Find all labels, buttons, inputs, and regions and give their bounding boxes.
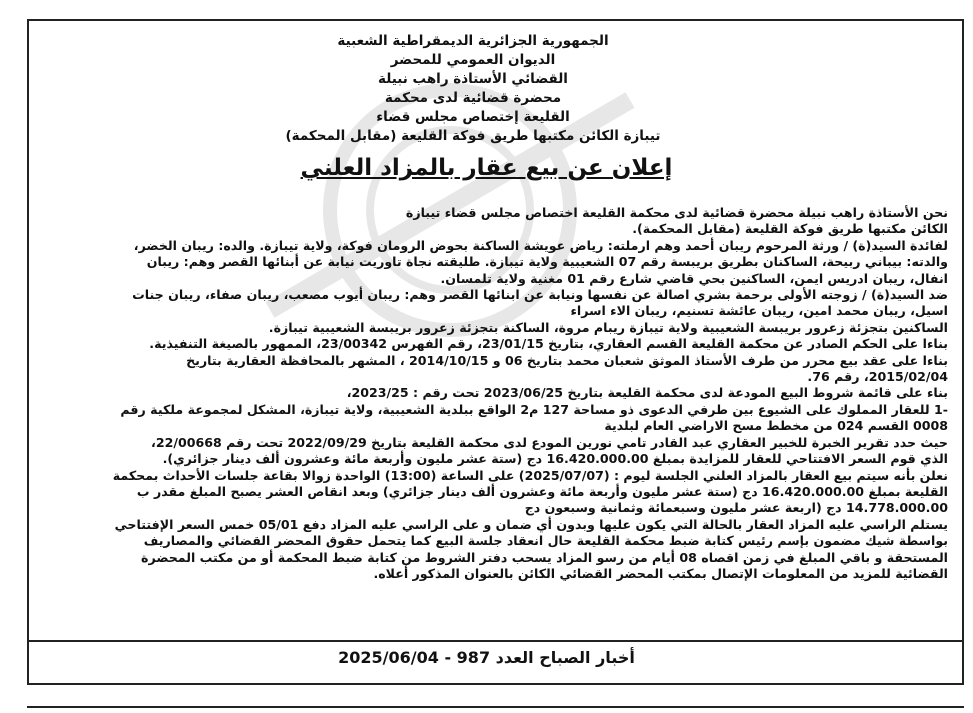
bottom-divider: [27, 706, 964, 708]
body-line: الساكنين بتجزئة زعرور بريبسة الشعيبية ولاية تيبازة ريبام مروة، الساكنة بتجزئة زعرور بريبسة الشعيبية تيبازة.: [268, 319, 948, 335]
body-line: القضائية للمزيد من المعلومات الإتصال بمكتب المحضر القضائي الكائن بالعنوان المذكور أعلاه.: [373, 565, 948, 581]
body-line: حيث حدد تقرير الخبرة للخبير العقاري عبد القادر تامي نورين المودع لدى محكمة القليعة بتاريخ 2022/09/29 تحت رقم 22/00668،: [151, 434, 948, 450]
publication-footer: أخبار الصباح العدد 987 - 2025/06/04: [338, 648, 635, 667]
body-line: انفال، ريبان ادريس ايمن، الساكنين بحي قاضي شارع رقم 01 مغنية ولاية تلمسان.: [440, 270, 948, 286]
body-line: بواسطة شيك مضمون بإسم رئيس كتابة ضبط محكمة القليعة حال انعقاد جلسة البيع كما يتحمل حقوق المحضر القضائي والمصاريف: [143, 533, 948, 549]
notice-title: إعلان عن بيع عقار بالمزاد العلني: [300, 155, 673, 181]
body-line: الذي قوم السعر الافتتاحي للعقار للمزايدة بمبلغ 16.420.000.00 دج (ستة عشر مليون وأربعة مائة وعشرون ألف دينار جزائري).: [162, 451, 948, 467]
body-line: 14.778.000.00 دج (اربعة عشر مليون وسبعمائة وثمانية وسبعون دج: [524, 500, 948, 516]
footer-divider: [29, 640, 962, 642]
body-line: 2015/02/04، رقم 76.: [807, 369, 948, 385]
header-line: محضرة قضائية لدى محكمة: [384, 90, 562, 106]
body-line: -1 للعقار المملوك على الشيوع بين طرفي الدعوى ذو مساحة 127 م2 الواقع ببلدية الشعيبية، ولاية تيبازة، المشكل لمجموعة ملكية رقم: [120, 401, 948, 417]
body-line: بناءا على عقد بيع محرر من طرف الأستاذ الموثق شعبان محمد بتاريخ 06 و 2014/10/15 ، المشهر بالمحافظة العقارية بتاريخ: [186, 352, 948, 368]
header-line: تيبازة الكائن مكتبها طريق فوكة القليعة (مقابل المحكمة): [285, 128, 661, 144]
notice-body: [36, 205, 948, 582]
body-line: المستحقة و باقي المبلغ في زمن اقصاه 08 أيام من رسو المزاد يسحب دفتر الشروط من كتابة ضبط المحكمة أو من مكتب المحضرة: [141, 549, 948, 565]
header-line: القضائي الأستاذة راهب نبيلة: [378, 71, 568, 87]
body-line: 0008 القسم 024 من مخطط مسح الاراضي العام لبلدية: [604, 418, 948, 434]
header-line: الجمهورية الجزائرية الديمقراطية الشعبية: [337, 33, 609, 49]
header-line: الديوان العمومي للمحضر: [390, 52, 556, 68]
body-line: يستلم الراسي عليه المزاد العقار بالحالة التي يكون عليها وبدون أي ضمان و على الراسي عليه المزاد دفع 05/01 خمس السعر الإفتتاحي: [114, 516, 948, 532]
body-line: والدته: بيباني ربيحة، الساكنان بطريق بريبسة رقم 07 الشعيبية ولاية تيبازة. طليقته نجاة تاوريت نيابة عن أبنائها القصر وهم: ريبان: [146, 254, 948, 270]
body-line: ضد السيد(ة) / زوجته الأولى برحمة بشري اصالة عن نفسها ونيابة عن ابنائها القصر وهم: ريبان أيوب مصعب، ريبان صفاء، ريبان جنات: [132, 287, 948, 303]
body-line: بناء على قائمة شروط البيع المودعة لدى محكمة القليعة بتاريخ 2023/06/25 تحت رقم : 2023/25،: [346, 385, 948, 401]
body-line: نحن الأستاذة راهب نبيلة محضرة قضائية لدى محكمة القليعة اختصاص مجلس قضاء تيبازة: [405, 205, 948, 220]
issuer-header: [273, 32, 673, 146]
body-line: نعلن بأنه سيتم بيع العقار بالمزاد العلني الجلسة ليوم : (2025/07/07) على الساعة (13:00) الواحدة زوالا بقاعة جلسات الأحداث بمحكمة: [112, 467, 948, 483]
body-line: الكائن مكتبها طريق فوكة القليعة (مقابل المحكمة).: [632, 221, 948, 237]
body-line: اسيل، ريبان محمد امين، ريبان عائشة تسنيم، ريبان الاء اسراء: [570, 303, 948, 319]
body-line: بناءا على الحكم الصادر عن محكمة القليعة القسم العقاري، بتاريخ 23/01/15، رقم الفهرس 23/00342، الممهور بالصيغة التنفيذية.: [149, 336, 948, 352]
body-line: لفائدة السيد(ة) / ورثة المرحوم ريبان أحمد وهم ارملته: رياض عويشة الساكنة بحوض الرومان فوكة، ولاية تيبازة. والده: ريبان الخضر،: [133, 237, 948, 253]
body-line: القليعة بمبلغ 16.420.000.00 دج (ستة عشر مليون وأربعة مائة وعشرون ألف دينار جزائري) وبعد انقاص العشر يصبح المبلغ مقدر ب: [136, 483, 948, 499]
header-line: القليعة إختصاص مجلس قضاء: [376, 109, 570, 125]
